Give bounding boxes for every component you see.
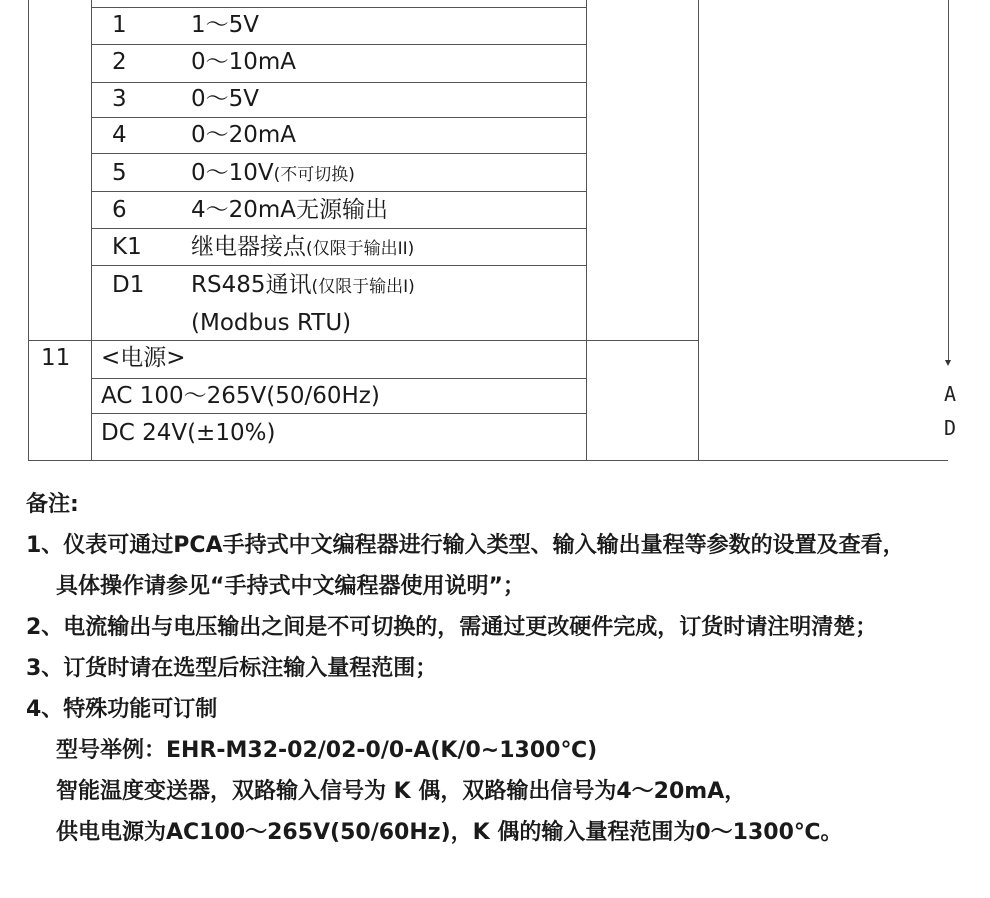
output-desc: 0～20mA: [191, 122, 297, 148]
power-option: DC 24V(±10%): [101, 420, 276, 446]
note-line: 型号举例：EHR-M32-02/02-0/0-A(K/0~1300℃): [56, 738, 598, 763]
side-arrow-line: [948, 0, 949, 362]
note-line: 2、电流输出与电压输出之间是不可切换的，需通过更改硬件完成，订货时请注明清楚；: [26, 615, 878, 640]
output-note: (仅限于输出II): [306, 239, 415, 259]
output-desc: 继电器接点(仅限于输出II): [191, 234, 415, 260]
row-divider: [91, 378, 586, 379]
output-code: 6: [112, 197, 127, 223]
output-desc: 4～20mA无源输出: [191, 197, 389, 223]
table-col3-border: [586, 0, 587, 461]
output-note: (不可切换): [273, 165, 355, 185]
output-desc: 0～10V(不可切换): [191, 160, 355, 186]
table-left-border: [28, 0, 29, 461]
output-desc: 1～5V: [191, 12, 260, 38]
output-desc: 0～5V: [191, 86, 260, 112]
output-desc-extra: (Modbus RTU): [191, 310, 352, 336]
output-code: D1: [112, 272, 145, 298]
table-col4-border: [698, 0, 699, 461]
output-code: 1: [112, 12, 127, 38]
power-title: <电源>: [101, 345, 186, 371]
row-divider: [91, 117, 586, 118]
row-divider: [91, 413, 586, 414]
output-code: K1: [112, 234, 142, 260]
row-divider: [91, 228, 586, 229]
table-bottom-border: [28, 460, 948, 461]
note-line: 具体操作请参见“手持式中文编程器使用说明”；: [56, 574, 525, 599]
section-divider: [28, 340, 698, 341]
row-divider: [91, 44, 586, 45]
output-desc: RS485通讯(仅限于输出I): [191, 272, 415, 298]
row-divider: [91, 82, 586, 83]
section-number: 11: [41, 345, 71, 371]
row-divider: [91, 191, 586, 192]
row-divider: [91, 7, 586, 8]
row-divider: [91, 153, 586, 154]
row-divider: [91, 265, 586, 266]
output-code: 4: [112, 122, 127, 148]
side-letter: D: [944, 416, 957, 440]
output-code: 3: [112, 86, 127, 112]
side-letter: A: [944, 382, 957, 406]
note-line: 智能温度变送器，双路输入信号为 K 偶，双路输出信号为4～20mA，: [56, 779, 747, 804]
note-line: 供电电源为AC100～265V(50/60Hz)，K 偶的输入量程范围为0～1300℃。: [56, 820, 843, 845]
output-note: (仅限于输出I): [311, 277, 415, 297]
table-col2-border: [91, 0, 92, 461]
note-line: 3、订货时请在选型后标注输入量程范围；: [26, 656, 438, 681]
output-code: 2: [112, 49, 127, 75]
notes-section: [26, 484, 986, 853]
notes-heading: 备注:: [26, 492, 79, 517]
power-option: AC 100～265V(50/60Hz): [101, 383, 380, 409]
note-line: 1、仪表可通过PCA手持式中文编程器进行输入类型、输入输出量程等参数的设置及查看，: [26, 533, 905, 558]
output-desc: 0～10mA: [191, 49, 297, 75]
output-code: 5: [112, 160, 127, 186]
arrow-down-icon: [945, 360, 951, 366]
note-line: 4、特殊功能可订制: [26, 697, 218, 722]
